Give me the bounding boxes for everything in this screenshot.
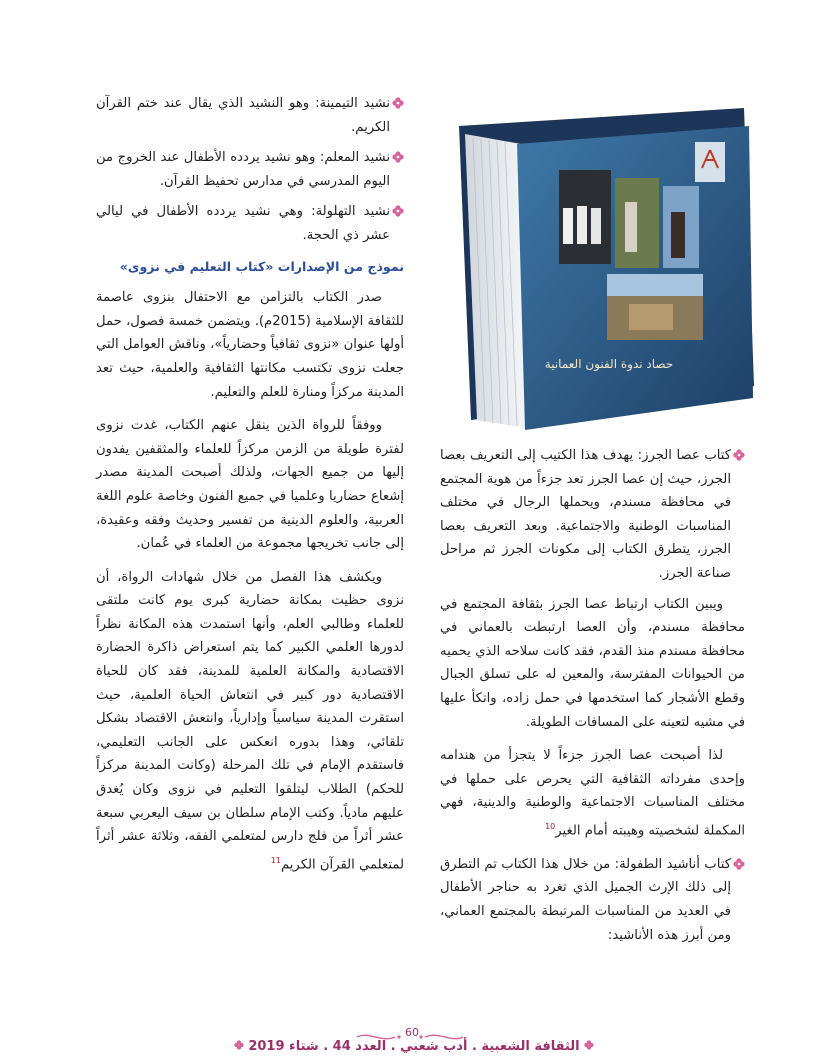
bullet-text: يهدف هذا الكتيب إلى التعريف بعصا الجرز، حيث إن عصا الجرز تعد جزءاً من هوية المجتمع في محافظة مسندم، ويحملها الرجال في مختلف المناسبات الوطنية والاجتماعية. وبعد التعريف بعصا الجرز، يتطرق الكتاب إلى مكونات الجرز ثم مراحل صناعة الجرز. [440,448,731,581]
flower-bullet-icon [733,858,745,870]
book-cover-image [459,108,754,438]
flower-bullet-icon [392,151,404,163]
paragraph-text: لذا أصبحت عصا الجرز جزءاً لا يتجزأ من هندامه وإحدى مفرداته الثقافية التي يحرص على حملها في مختلف المناسبات الاجتماعية والوطنية والدينية، فهي المكملة لشخصيته وهيبته أمام الغير [440,748,745,839]
bullet-text: وهو نشيد يردده الأطفال عند الخروج من اليوم المدرسي في مدارس تحفيظ القرآن. [96,150,390,189]
bullet-text: من خلال هذا الكتاب تم التطرق إلى ذلك الإرث الجميل الذي تغرد به حناجر الأطفال في العديد من المناسبات المرتبطة بالمجتمع العماني، ومن أبرز هذه الأناشيد: [440,856,731,943]
publication-text: الثقافة الشعبية . أدب شعبي . العدد 44 . شتاء 2019 [248,1039,580,1054]
bullet-item [96,146,404,193]
footnote-marker: 11 [270,855,281,865]
bullet-item [440,444,745,586]
bullet-term: نشيد التيمينة: [315,96,391,111]
body-paragraph: ووفقاً للرواة الذين ينقل عنهم الكتاب، غدت نزوى لفترة طويلة من الزمن مركزاً للعلماء والمثقفين يفدون إليها من جميع الجهات، ولذلك أصبحت المدينة مصدر إشعاع حضاريا وعلميا في جميع الفنون وخاصة علوم اللغة العربية، والعلوم الدينية من تفسير وحديث وفقه وعقيدة، إلى جانب تخريجها مجموعة من العلماء في عُمان. [96,418,404,552]
bullet-item [440,853,745,947]
bullet-term: نشيد التهلولة: [311,204,391,220]
footnote-marker: 10 [545,821,556,831]
footer-publication [228,1039,600,1054]
flower-bullet-icon [584,1040,594,1050]
body-paragraph: صدر الكتاب بالتزامن مع الاحتفال بنزوى عاصمة للثقافة الإسلامية (2015م). ويتضمن خمسة فصول، حمل أولها عنوان «نزوى ثقافياً وحضارياً»، وناقش العوامل التي جعلت نزوى تكتسب مكانتها الثقافية والعلمية، حيث تعد المدينة مركزاً ومنارة للعلم والتعليم. [96,290,404,400]
bullet-text: وهي نشيد يردده الأطفال في ليالي عشر ذي الحجة. [96,204,390,243]
flower-bullet-icon [733,449,745,461]
body-paragraph [440,744,745,843]
body-paragraph [96,566,404,877]
bullet-text: وهو النشيد الذي يقال عند ختم القرآن الكريم. [96,96,390,135]
book-cover-title: حصاد ندوة الفنون العمانية [544,357,674,371]
left-column [96,92,404,887]
flower-bullet-icon [392,97,404,109]
section-subheading: نموذج من الإصدارات «كتاب التعليم في نزوى» [119,258,404,274]
bullet-term: كتاب أناشيد الطفولة: [614,856,731,872]
right-column [440,444,745,954]
flower-bullet-icon [392,205,404,217]
flower-bullet-icon [234,1040,244,1050]
paragraph-text: ويكشف هذا الفصل من خلال شهادات الرواة، أن نزوى حظيت بمكانة حضارية كبرى يوم كانت ملتقى للعلماء وطالبي العلم، وأنها استمدت هذه المكانة نظراً لدورها العلمي الكبير كما يتم استعراض ذاكرة الحضارة الاقتصادية والمكانة العلمية للمدينة، فقد كان للحياة الاقتصادية دور كبير في انتعاش الحياة العلمية، حيث استقرت المدينة سياسياً وإدارياً، وانتعش الاقتصاد بشكل تلقائي، وهذا بدوره انعكس على الجانب التعليمي، فاستقدم الإمام في تلك المرحلة (وكانت المدينة مركزاً للحكم) الطلاب ليتلقوا التعليم في نزوى وكان يُغدق عليهم مادياً. وكتب الإمام سلطان بن سيف اليعربي سبعة عشر أثراً من فلج دارس لمتعلمي الفقه، وثلاثة عشر أثراً لمتعلمي القرآن الكريم [96,569,404,873]
page-number: 60 [405,1026,419,1039]
bullet-item [96,200,404,247]
bullet-term: نشيد المعلم: [319,150,390,166]
body-paragraph: ويبين الكتاب ارتباط عصا الجرز بثقافة المجتمع في محافظة مسندم، وأن العصا ارتبطت بالعماني في محافظة مسندم منذ القدم، فقد كانت سلاحه الذي يحميه من الحيوانات المفترسة، والمعين له على تسلق الجبال وقطع الأشجار كما استخدمها في حمل زاده، واتكأ عليها في مشيه لتعينه على المسافات الطويلة. [440,596,745,730]
bullet-term: كتاب عصا الجرز: [637,448,732,463]
bullet-item [96,92,404,139]
